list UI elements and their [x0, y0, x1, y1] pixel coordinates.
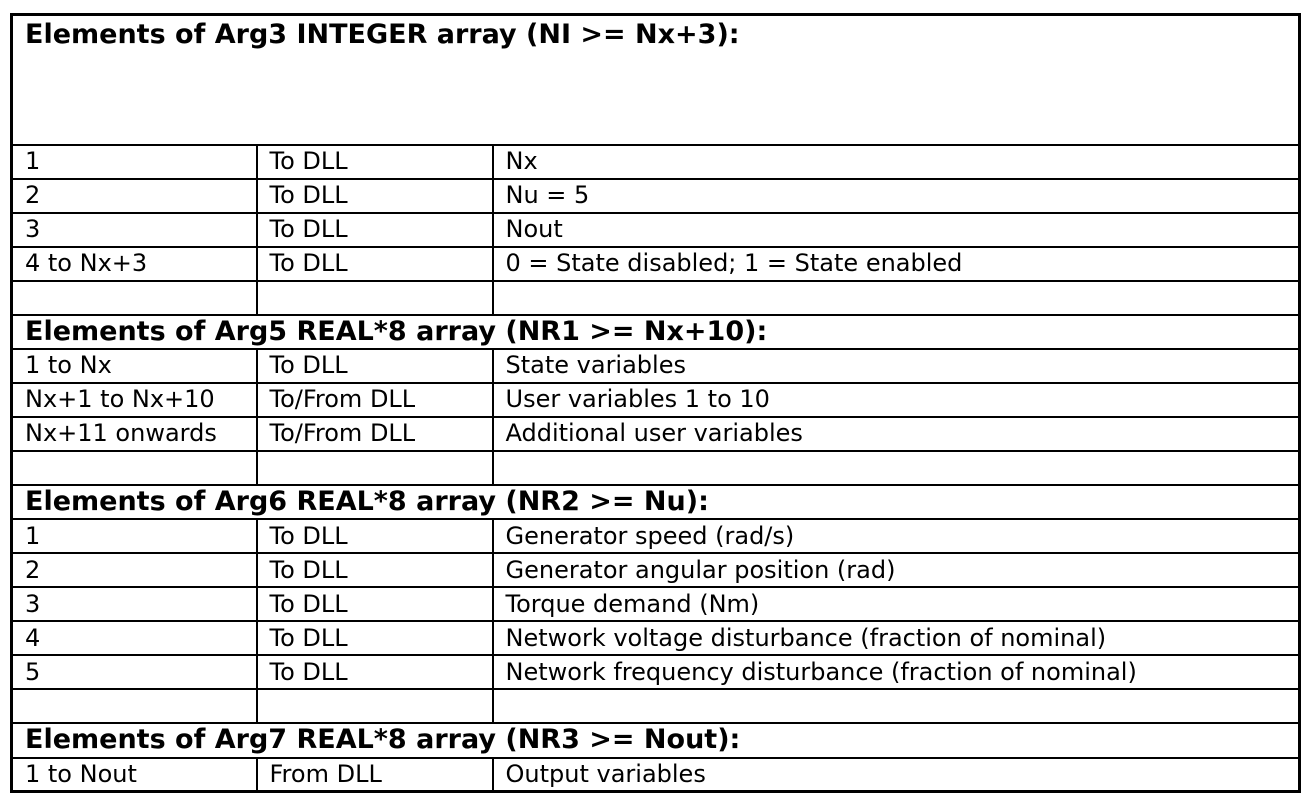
spacer-cell — [12, 689, 257, 723]
description-cell: Generator speed (rad/s) — [493, 519, 1300, 553]
dll-array-elements-table — [10, 13, 1301, 793]
spacer-cell — [493, 281, 1300, 315]
description-cell: Generator angular position (rad) — [493, 553, 1300, 587]
section-title: Elements of Arg7 REAL*8 array (NR3 >= Nout): — [12, 723, 1300, 757]
section-title: Elements of Arg5 REAL*8 array (NR1 >= Nx+10): — [12, 315, 1300, 349]
table-row — [12, 553, 1300, 587]
table-row — [12, 655, 1300, 689]
element-index-cell: Nx+11 onwards — [12, 417, 257, 451]
direction-cell: To/From DLL — [257, 417, 493, 451]
document-page — [10, 13, 1301, 793]
direction-cell: To/From DLL — [257, 383, 493, 417]
element-index-cell: Nx+1 to Nx+10 — [12, 383, 257, 417]
description-cell: State variables — [493, 349, 1300, 383]
description-cell: Additional user variables — [493, 417, 1300, 451]
element-index-cell: 4 to Nx+3 — [12, 247, 257, 281]
spacer-row — [12, 281, 1300, 315]
description-cell: Nx — [493, 145, 1300, 179]
description-cell: Nu = 5 — [493, 179, 1300, 213]
direction-cell: To DLL — [257, 213, 493, 247]
element-index-cell: 2 — [12, 553, 257, 587]
element-index-cell: 1 — [12, 145, 257, 179]
direction-cell: To DLL — [257, 145, 493, 179]
spacer-cell — [257, 281, 493, 315]
description-cell: User variables 1 to 10 — [493, 383, 1300, 417]
spacer-row — [12, 689, 1300, 723]
description-cell: 0 = State disabled; 1 = State enabled — [493, 247, 1300, 281]
direction-cell: To DLL — [257, 587, 493, 621]
element-index-cell: 1 to Nx — [12, 349, 257, 383]
direction-cell: To DLL — [257, 519, 493, 553]
direction-cell: To DLL — [257, 179, 493, 213]
spacer-cell — [257, 689, 493, 723]
table-row — [12, 247, 1300, 281]
section-header-arg5 — [12, 315, 1300, 349]
description-cell: Torque demand (Nm) — [493, 587, 1300, 621]
section-title: Elements of Arg6 REAL*8 array (NR2 >= Nu): — [12, 485, 1300, 519]
direction-cell: From DLL — [257, 758, 493, 792]
element-index-cell: 1 to Nout — [12, 758, 257, 792]
section-header-arg6 — [12, 485, 1300, 519]
element-index-cell: 4 — [12, 621, 257, 655]
element-index-cell: 5 — [12, 655, 257, 689]
direction-cell: To DLL — [257, 655, 493, 689]
table-row — [12, 417, 1300, 451]
section-header-arg3 — [12, 15, 1300, 145]
description-cell: Network frequency disturbance (fraction of nominal) — [493, 655, 1300, 689]
element-index-cell: 3 — [12, 587, 257, 621]
spacer-cell — [257, 451, 493, 485]
direction-cell: To DLL — [257, 349, 493, 383]
section-header-arg7 — [12, 723, 1300, 757]
table-row — [12, 519, 1300, 553]
element-index-cell: 3 — [12, 213, 257, 247]
section-title: Elements of Arg3 INTEGER array (NI >= Nx+3): — [12, 15, 1300, 145]
description-cell: Output variables — [493, 758, 1300, 792]
table-row — [12, 383, 1300, 417]
table-row — [12, 213, 1300, 247]
spacer-cell — [493, 689, 1300, 723]
table-row — [12, 587, 1300, 621]
table-row — [12, 179, 1300, 213]
table-row — [12, 758, 1300, 792]
spacer-cell — [12, 451, 257, 485]
table-row — [12, 621, 1300, 655]
description-cell: Network voltage disturbance (fraction of nominal) — [493, 621, 1300, 655]
direction-cell: To DLL — [257, 621, 493, 655]
direction-cell: To DLL — [257, 553, 493, 587]
table-row — [12, 145, 1300, 179]
table-row — [12, 349, 1300, 383]
description-cell: Nout — [493, 213, 1300, 247]
spacer-row — [12, 451, 1300, 485]
element-index-cell: 1 — [12, 519, 257, 553]
direction-cell: To DLL — [257, 247, 493, 281]
spacer-cell — [493, 451, 1300, 485]
element-index-cell: 2 — [12, 179, 257, 213]
spacer-cell — [12, 281, 257, 315]
